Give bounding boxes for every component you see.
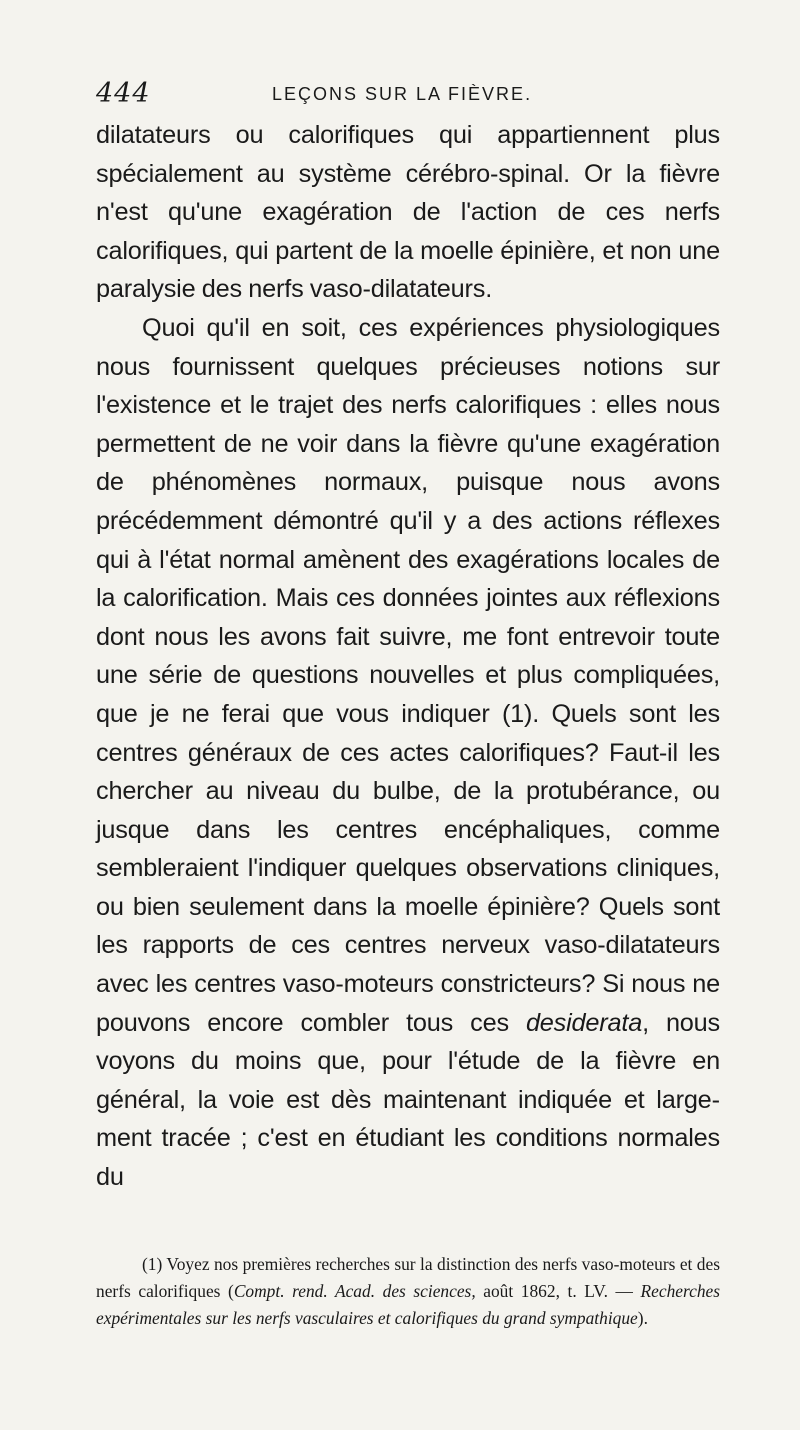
page-number: 444	[96, 78, 151, 109]
paragraph-2	[96, 309, 720, 1197]
footnote-text-a: (1) Voyez nos premières recherches sur la distinction des nerfs vaso-moteurs et des nerfs calorifiques (	[96, 1253, 720, 1302]
page-header	[96, 78, 720, 114]
footnote-text-b: août 1862, t. LV. —	[475, 1281, 641, 1302]
paragraph-2-text-a: Quoi qu'il en soit, ces expériences physiologiques nous fournissent quelques précieuses notions sur l'existence et le trajet des nerfs calorifiques : elles nous permettent de ne voir dans la fièvre qu'une exagération de phénomènes normaux, puisque nous avons précédemment démontré qu'il y a des actions réflexes qui à l'état normal amènent des exagérations locales de la calorification. Mais ces données jointes aux réflexions dont nous les avons fait suivre, me font entrevoir toute une série de questions nouvelles et plus compliquées, que je ne ferai que vous indiquer (1). Quels sont les centres généraux de ces actes calorifiques? Faut-il les chercher au niveau du bulbe, de la protubérance, ou jusque dans les centres encéphaliques, comme sembleraient l'indiquer quelques observations cliniques, ou bien seulement dans la moelle épinière? Quels sont les rapports de ces centres nerveux vaso-dilatateurs avec les centres vaso-moteurs constricteurs? Si nous ne pouvons encore combler tous ces	[96, 313, 720, 1037]
book-page	[96, 78, 720, 1333]
paragraph-2-text-b: , nous voyons du moins que, pour l'étude de la fièvre en général, la voie est dès maintenant indiquée et largement tracée ; c'est en étudiant les conditions normales du	[96, 1008, 720, 1192]
footnote-citation-1: Compt. rend. Acad. des sciences,	[233, 1281, 476, 1302]
running-head: LEÇONS SUR LA FIÈVRE.	[272, 84, 533, 104]
footnote-text-c: ).	[637, 1308, 648, 1329]
footnote	[96, 1251, 720, 1333]
footnote-citation-2: Recherches expérimentales sur les nerfs vasculaires et calorifiques du grand sympathique	[96, 1281, 721, 1329]
body-text	[96, 116, 720, 1197]
paragraph-2-italic-term: desiderata	[525, 1008, 643, 1037]
paragraph-1: dilatateurs ou calorifiques qui appartiennent plus spécialement au système cérébro-spinal. Or la fièvre n'est qu'une exagération de l'action de ces nerfs calorifiques, qui partent de la moelle épinière, et non une paralysie des nerfs vaso-dilatateurs.	[96, 121, 720, 304]
